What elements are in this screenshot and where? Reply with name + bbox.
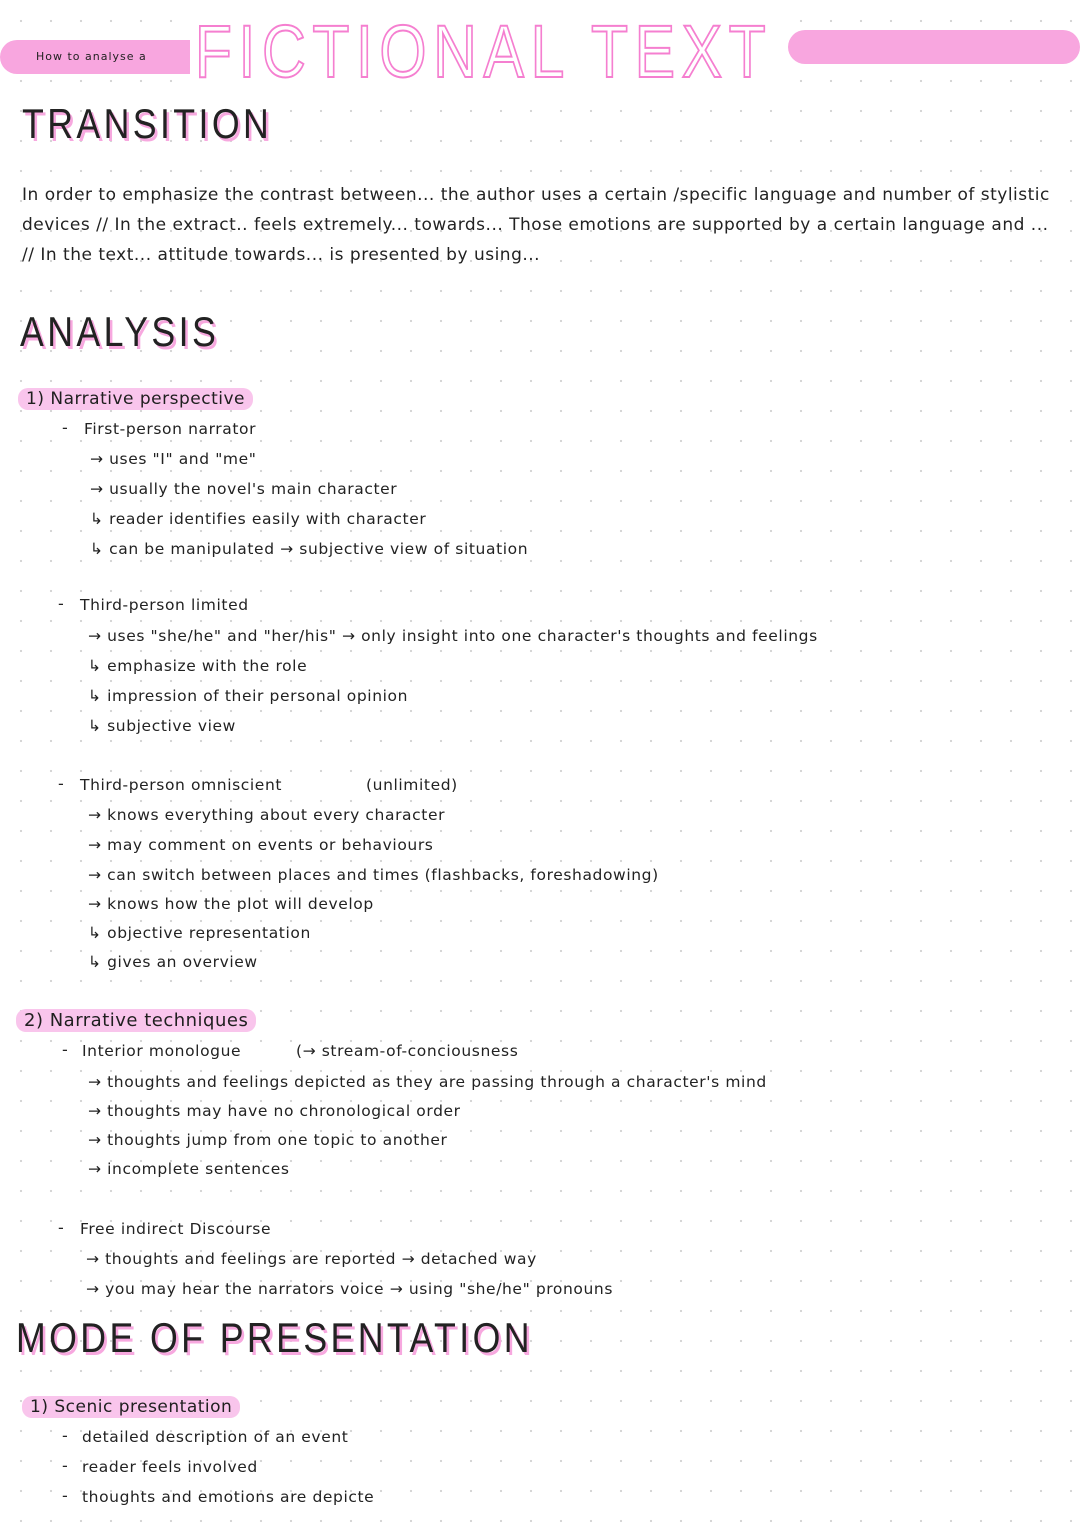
item-title: First-person narrator <box>84 420 257 438</box>
list-item: ↳ gives an overview <box>88 953 258 971</box>
item-title: Free indirect Discourse <box>80 1220 272 1238</box>
list-item: → may comment on events or behaviours <box>88 836 434 854</box>
list-item: → thoughts and feelings depicted as they are passing through a character's mind <box>88 1073 767 1091</box>
list-item: ↳ subjective view <box>88 717 236 735</box>
dash: - <box>58 774 64 793</box>
item-note: (→ stream-of-conciousness <box>296 1042 519 1060</box>
transition-text: In order to emphasize the contrast between... the author uses a certain /specific language and number of stylistic devices // In the extract.. feels extremely... towards... Those emotions are supported by a certain language and ... // In the text... attitude towards... is presented by using... <box>22 185 1050 265</box>
list-item: reader feels involved <box>82 1458 258 1476</box>
list-item: ↳ can be manipulated → subjective view of situation <box>90 540 529 558</box>
section-heading-analysis: ANALYSIS <box>20 308 220 355</box>
subsection-label-scenic-presentation: 1) Scenic presentation <box>22 1396 240 1418</box>
dash: - <box>62 1456 68 1475</box>
list-item: → knows how the plot will develop <box>88 895 374 913</box>
list-item: detailed description of an event <box>82 1428 349 1446</box>
subsection-label-narrative-perspective: 1) Narrative perspective <box>18 388 253 410</box>
section-heading-mode: MODE OF PRESENTATION <box>16 1314 533 1361</box>
list-item: → uses "she/he" and "her/his" → only insight into one character's thoughts and feelings <box>88 627 818 645</box>
dash: - <box>62 1040 68 1059</box>
list-item: ↳ impression of their personal opinion <box>88 687 409 705</box>
list-item: → you may hear the narrators voice → using "she/he" pronouns <box>86 1280 614 1298</box>
item-title: Third-person omniscient <box>80 776 283 794</box>
page-title: FICTIONAL TEXT <box>190 10 777 94</box>
dash: - <box>62 1426 68 1445</box>
list-item: thoughts and emotions are depicte <box>82 1488 375 1506</box>
list-item: → incomplete sentences <box>88 1160 290 1178</box>
header-bar-right <box>788 30 1080 64</box>
list-item: → uses "I" and "me" <box>90 450 257 468</box>
list-item: ↳ reader identifies easily with character <box>90 510 427 528</box>
item-title: Third-person limited <box>80 596 249 614</box>
subsection-label-narrative-techniques: 2) Narrative techniques <box>16 1009 256 1032</box>
item-title: Interior monologue <box>82 1042 242 1060</box>
section-heading-transition: TRANSITION <box>22 100 273 147</box>
subtitle: How to analyse a <box>36 50 147 63</box>
list-item: ↳ objective representation <box>88 924 311 942</box>
list-item: → thoughts and feelings are reported → detached way <box>86 1250 537 1268</box>
dash: - <box>62 1486 68 1505</box>
list-item: → usually the novel's main character <box>90 480 398 498</box>
list-item: ↳ emphasize with the role <box>88 657 308 675</box>
dash: - <box>62 418 68 437</box>
list-item: → thoughts jump from one topic to another <box>88 1131 448 1149</box>
dash: - <box>58 594 64 613</box>
list-item: → can switch between places and times (flashbacks, foreshadowing) <box>88 866 659 884</box>
list-item: → knows everything about every character <box>88 806 446 824</box>
item-note: (unlimited) <box>366 776 458 794</box>
dash: - <box>58 1218 64 1237</box>
list-item: → thoughts may have no chronological order <box>88 1102 461 1120</box>
